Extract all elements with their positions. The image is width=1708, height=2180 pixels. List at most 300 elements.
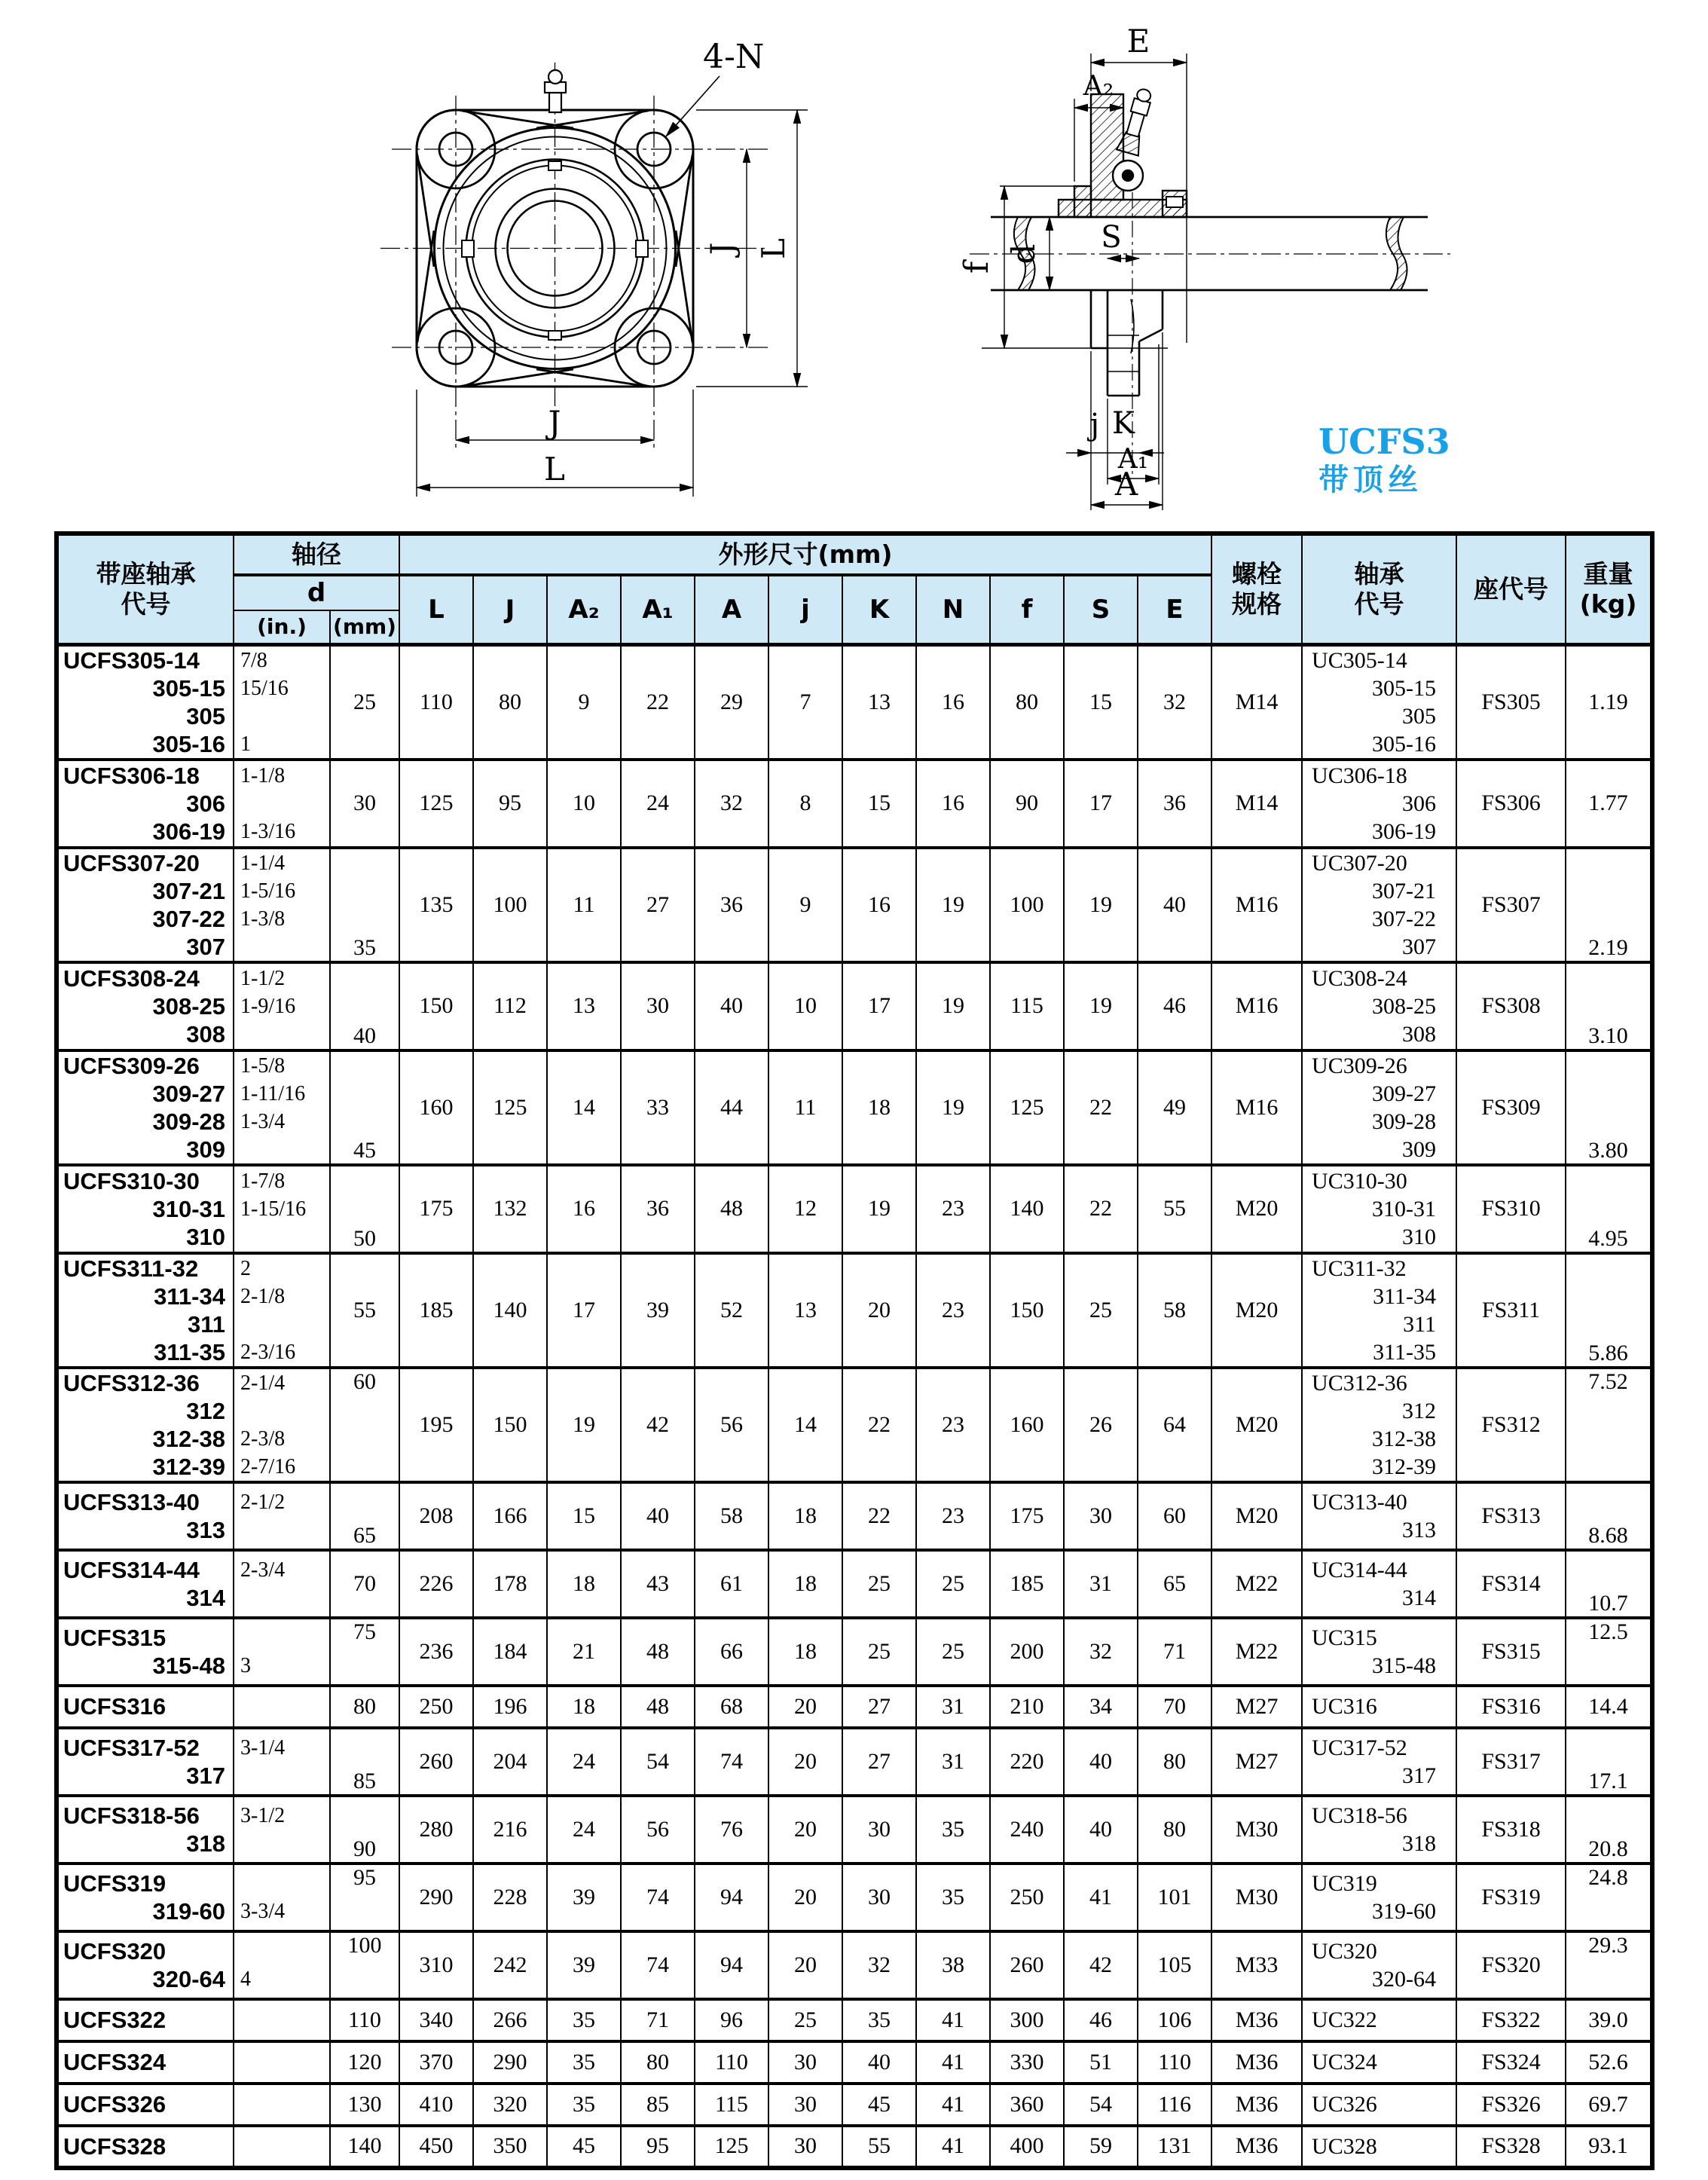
shaft-dia-mm-cell: 95	[330, 1864, 399, 1931]
bearing-unit-code-cell	[57, 1165, 234, 1253]
dim-value-cell-A: 110	[695, 2041, 768, 2084]
weight-cell: 52.6	[1566, 2041, 1652, 2084]
weight-cell: 14.4	[1566, 1686, 1652, 1728]
cell-line: 2-3/16	[240, 1340, 296, 1364]
dim-value-cell-E: 64	[1138, 1368, 1211, 1482]
dim-value-cell-J: 95	[473, 760, 547, 848]
dim-value-cell-f: 360	[990, 2084, 1064, 2126]
dim-label-l-bottom: L	[544, 451, 565, 488]
dim-value-cell-A: 24	[547, 1796, 621, 1864]
dim-value-cell-J: 290	[473, 2041, 547, 2084]
header-unit-code-line2: 代号	[121, 589, 171, 619]
shaft-dia-inch-cell	[234, 1931, 330, 1999]
dim-value-cell-A: 61	[695, 1550, 768, 1618]
dim-value-cell-f: 330	[990, 2041, 1064, 2084]
table-row	[57, 848, 1652, 962]
cell-line	[234, 2048, 329, 2076]
dim-label-e: E	[1126, 23, 1150, 60]
dim-value-cell-J: 132	[473, 1165, 547, 1253]
cell-line: 311-35	[1373, 1339, 1437, 1365]
cell-line: UC306-18	[1312, 763, 1407, 788]
bearing-unit-code-cell	[57, 1050, 234, 1165]
cell-line: 310-31	[152, 1195, 225, 1222]
dim-value-cell-N: 35	[916, 1796, 990, 1864]
dim-value-cell-A: 52	[695, 1253, 768, 1368]
series-feature: 带顶丝	[1318, 463, 1422, 498]
dim-value-cell-f: 185	[990, 1550, 1064, 1618]
weight-cell: 24.8	[1566, 1864, 1652, 1931]
table-row	[57, 2041, 1652, 2084]
cell-line: 312-38	[152, 1425, 225, 1452]
cell-line: UCFS308-24	[63, 965, 200, 992]
cell-line: 308-25	[152, 992, 225, 1020]
cell-line: UCFS310-30	[63, 1167, 200, 1194]
cell-line: UCFS319	[63, 1870, 167, 1897]
bolt-spec-cell: M16	[1211, 962, 1302, 1050]
cell-line	[234, 1762, 329, 1790]
dim-value-cell-A: 24	[547, 1728, 621, 1796]
bearing-unit-code-cell	[57, 1550, 234, 1618]
cell-line: 2-1/4	[240, 1371, 286, 1395]
cell-line: 2-1/8	[240, 1284, 286, 1308]
dim-value-cell-A: 36	[621, 1165, 695, 1253]
dim-value-cell-A: 66	[695, 1618, 768, 1686]
dim-value-cell-j: 7	[768, 644, 842, 760]
shaft-dia-mm-cell: 50	[330, 1165, 399, 1253]
cell-line: 305-15	[152, 674, 225, 702]
dim-value-cell-A: 14	[547, 1050, 621, 1165]
dim-value-cell-S: 59	[1064, 2126, 1138, 2168]
table-row	[57, 1931, 1652, 1999]
cell-line: UC320	[1312, 1938, 1377, 1964]
bearing-unit-code-cell	[57, 1728, 234, 1796]
cell-line: UCFS317-52	[63, 1734, 200, 1761]
dim-value-cell-K: 19	[842, 1165, 916, 1253]
cell-line: 1-3/16	[240, 819, 296, 843]
header-shaft-dia: 轴径	[234, 534, 399, 575]
header-dim-A2: A₂	[547, 575, 621, 644]
dim-value-cell-J: 80	[473, 644, 547, 760]
bearing-code-cell	[1302, 1618, 1456, 1686]
dim-value-cell-A: 125	[695, 2126, 768, 2168]
dim-value-cell-A: 27	[621, 848, 695, 962]
dim-value-cell-K: 16	[842, 848, 916, 962]
cell-line: 1-3/4	[240, 1109, 286, 1133]
dim-value-cell-A: 43	[621, 1550, 695, 1618]
dim-value-cell-A: 24	[621, 760, 695, 848]
dim-value-cell-L: 410	[399, 2084, 473, 2126]
dim-value-cell-J: 204	[473, 1728, 547, 1796]
header-dim-K: K	[842, 575, 916, 644]
dim-value-cell-f: 140	[990, 1165, 1064, 1253]
dim-label-a2: A₂	[1083, 71, 1114, 102]
dim-label-j-right: J	[704, 242, 741, 255]
housing-code-cell: FS319	[1456, 1864, 1566, 1931]
cell-line: 306	[1402, 790, 1437, 816]
dim-value-cell-j: 20	[768, 1728, 842, 1796]
weight-cell: 1.19	[1566, 644, 1652, 760]
cell-line	[234, 2090, 329, 2118]
dim-value-cell-A: 94	[695, 1864, 768, 1931]
cell-line	[234, 2006, 329, 2034]
bearing-code-cell	[1302, 848, 1456, 962]
cell-line: 309-28	[1372, 1108, 1437, 1134]
dim-value-cell-E: 70	[1138, 1686, 1211, 1728]
cell-line: 312	[186, 1397, 225, 1424]
cell-line: 312-39	[152, 1453, 225, 1480]
dim-value-cell-A: 9	[547, 644, 621, 760]
header-dim-j: j	[768, 575, 842, 644]
dim-value-cell-A: 44	[695, 1050, 768, 1165]
bearing-unit-code-cell	[57, 1931, 234, 1999]
cell-line	[234, 1584, 329, 1612]
dim-value-cell-S: 22	[1064, 1165, 1138, 1253]
bolt-spec-cell: M16	[1211, 1050, 1302, 1165]
dim-value-cell-A: 13	[547, 962, 621, 1050]
table-row	[57, 1165, 1652, 1253]
table-row	[57, 1796, 1652, 1864]
table-row	[57, 962, 1652, 1050]
dim-label-a1: A₁	[1117, 444, 1149, 475]
dim-value-cell-f: 100	[990, 848, 1064, 962]
cell-line: 1-5/16	[240, 879, 296, 903]
dim-value-cell-f: 90	[990, 760, 1064, 848]
header-dim-N: N	[916, 575, 990, 644]
cell-line: 307-22	[1372, 906, 1437, 931]
header-housing-code: 座代号	[1456, 534, 1566, 644]
cell-line: UCFS313-40	[63, 1488, 200, 1515]
dim-value-cell-K: 15	[842, 760, 916, 848]
dim-value-cell-K: 27	[842, 1728, 916, 1796]
dim-value-cell-N: 41	[916, 2041, 990, 2084]
cell-line	[234, 1516, 329, 1544]
dim-value-cell-f: 400	[990, 2126, 1064, 2168]
cell-line	[234, 1937, 329, 1965]
housing-code-cell: FS309	[1456, 1050, 1566, 1165]
cell-line: UCFS316	[63, 1693, 167, 1720]
shaft-dia-inch-cell	[234, 1482, 330, 1550]
dim-label-f: f	[958, 261, 996, 274]
shaft-dia-mm-cell: 30	[330, 760, 399, 848]
dim-value-cell-L: 160	[399, 1050, 473, 1165]
dim-value-cell-A: 42	[621, 1368, 695, 1482]
dim-value-cell-J: 166	[473, 1482, 547, 1550]
cell-line: 306-19	[1372, 818, 1437, 844]
shaft-dia-mm-cell: 40	[330, 962, 399, 1050]
dim-value-cell-J: 125	[473, 1050, 547, 1165]
cell-line: UC319	[1312, 1870, 1377, 1896]
cell-line: 1-3/8	[240, 907, 286, 931]
dim-value-cell-f: 250	[990, 1864, 1064, 1931]
dim-value-cell-J: 242	[473, 1931, 547, 1999]
bolt-spec-cell: M33	[1211, 1931, 1302, 1999]
weight-cell: 2.19	[1566, 848, 1652, 962]
dim-value-cell-f: 115	[990, 962, 1064, 1050]
dim-value-cell-L: 310	[399, 1931, 473, 1999]
cell-line: UC322	[1312, 2007, 1377, 2032]
header-dim-E: E	[1138, 575, 1211, 644]
cell-line: 308-25	[1372, 993, 1437, 1019]
bearing-unit-code-cell	[57, 1368, 234, 1482]
cell-line: 307-22	[152, 905, 225, 932]
dim-value-cell-N: 23	[916, 1253, 990, 1368]
dim-value-cell-N: 23	[916, 1482, 990, 1550]
dim-value-cell-A: 35	[547, 2084, 621, 2126]
bolt-spec-cell: M16	[1211, 848, 1302, 962]
dim-value-cell-A: 56	[695, 1368, 768, 1482]
housing-code-cell: FS320	[1456, 1931, 1566, 1999]
cell-line: UCFS314-44	[63, 1556, 200, 1583]
header-dim-f: f	[990, 575, 1064, 644]
dim-value-cell-L: 340	[399, 1999, 473, 2041]
weight-cell: 69.7	[1566, 2084, 1652, 2126]
dim-value-cell-A: 10	[547, 760, 621, 848]
cell-line: 1-1/2	[240, 966, 286, 990]
cell-line: 318	[1402, 1830, 1437, 1856]
cell-line	[234, 1020, 329, 1048]
dim-value-cell-S: 31	[1064, 1550, 1138, 1618]
dim-value-cell-J: 228	[473, 1864, 547, 1931]
dim-value-cell-N: 31	[916, 1686, 990, 1728]
bearing-code-cell	[1302, 962, 1456, 1050]
shaft-dia-mm-cell: 110	[330, 1999, 399, 2041]
dim-value-cell-K: 27	[842, 1686, 916, 1728]
shaft-dia-inch-cell	[234, 2126, 330, 2168]
cell-line: UCFS309-26	[63, 1052, 200, 1079]
dim-value-cell-S: 46	[1064, 1999, 1138, 2041]
cell-line: 3-1/4	[240, 1735, 286, 1760]
dim-value-cell-N: 41	[916, 1999, 990, 2041]
cell-line: 2-3/4	[240, 1558, 286, 1582]
cell-line: 311-34	[1373, 1283, 1437, 1309]
dim-value-cell-f: 220	[990, 1728, 1064, 1796]
dim-label-s: S	[1101, 220, 1122, 255]
dim-value-cell-S: 15	[1064, 644, 1138, 760]
bearing-code-cell	[1302, 1368, 1456, 1482]
dim-label-j-bottom: J	[548, 404, 561, 441]
dim-value-cell-L: 236	[399, 1618, 473, 1686]
bolt-spec-cell: M30	[1211, 1796, 1302, 1864]
bearing-code-cell	[1302, 1999, 1456, 2041]
bearing-unit-code-cell	[57, 1864, 234, 1931]
cell-line: UC309-26	[1312, 1053, 1407, 1078]
dim-value-cell-f: 200	[990, 1618, 1064, 1686]
dim-value-cell-S: 32	[1064, 1618, 1138, 1686]
header-bolt-line2: 规格	[1232, 589, 1282, 619]
cell-line: UCFS312-36	[63, 1369, 200, 1396]
dim-value-cell-A: 21	[547, 1618, 621, 1686]
dim-value-cell-A: 32	[695, 760, 768, 848]
table-row	[57, 760, 1652, 848]
shaft-dia-mm-cell: 75	[330, 1618, 399, 1686]
table-row	[57, 1253, 1652, 1368]
header-dim-A1: A₁	[621, 575, 695, 644]
housing-code-cell: FS324	[1456, 2041, 1566, 2084]
dim-value-cell-A: 74	[621, 1864, 695, 1931]
cell-line: 319-60	[152, 1897, 225, 1925]
housing-code-cell: FS322	[1456, 1999, 1566, 2041]
spec-table	[54, 531, 1655, 2170]
cell-line: UCFS328	[63, 2133, 167, 2160]
cell-line: UC314-44	[1312, 1557, 1407, 1582]
table-row	[57, 2084, 1652, 2126]
cell-line: 3-1/2	[240, 1803, 286, 1827]
cell-line	[234, 1397, 329, 1425]
bearing-code-cell	[1302, 1165, 1456, 1253]
cell-line: 315-48	[152, 1652, 225, 1679]
dim-value-cell-L: 195	[399, 1368, 473, 1482]
table-row	[57, 1864, 1652, 1931]
shaft-dia-inch-cell	[234, 1253, 330, 1368]
dim-value-cell-A: 45	[547, 2126, 621, 2168]
bearing-unit-code-cell	[57, 2041, 234, 2084]
weight-cell: 20.8	[1566, 1796, 1652, 1864]
bearing-code-cell	[1302, 1796, 1456, 1864]
shaft-dia-mm-cell: 90	[330, 1796, 399, 1864]
dim-value-cell-S: 40	[1064, 1728, 1138, 1796]
dim-value-cell-L: 208	[399, 1482, 473, 1550]
cell-line	[234, 790, 329, 818]
table-row	[57, 1482, 1652, 1550]
header-mm: (mm)	[330, 610, 399, 644]
cell-line: 1-9/16	[240, 994, 296, 1018]
dim-value-cell-A: 74	[621, 1931, 695, 1999]
dim-value-cell-K: 30	[842, 1796, 916, 1864]
dim-value-cell-L: 110	[399, 644, 473, 760]
dim-value-cell-A: 115	[695, 2084, 768, 2126]
cell-line: 305	[1402, 703, 1437, 729]
cell-line: UC310-30	[1312, 1168, 1407, 1194]
shaft-dia-mm-cell: 60	[330, 1368, 399, 1482]
dim-value-cell-A: 18	[547, 1686, 621, 1728]
cell-line: 315-48	[1372, 1653, 1437, 1678]
header-bolt-line1: 螺栓	[1232, 558, 1282, 589]
bolt-note-label: 4-N	[703, 38, 765, 76]
dim-value-cell-N: 19	[916, 848, 990, 962]
dim-value-cell-f: 175	[990, 1482, 1064, 1550]
dim-value-cell-E: 106	[1138, 1999, 1211, 2041]
dim-value-cell-N: 25	[916, 1550, 990, 1618]
table-row	[57, 1999, 1652, 2041]
shaft-dia-inch-cell	[234, 2041, 330, 2084]
housing-code-cell: FS307	[1456, 848, 1566, 962]
shaft-dia-mm-cell: 120	[330, 2041, 399, 2084]
cell-line: UC326	[1312, 2092, 1377, 2117]
header-unit-code	[57, 534, 234, 644]
dim-value-cell-j: 30	[768, 2041, 842, 2084]
dim-value-cell-K: 18	[842, 1050, 916, 1165]
dim-value-cell-A: 74	[695, 1728, 768, 1796]
cell-line: 2-1/2	[240, 1490, 286, 1514]
shaft-dia-inch-cell	[234, 1165, 330, 1253]
housing-code-cell: FS312	[1456, 1368, 1566, 1482]
dim-value-cell-A: 35	[547, 1999, 621, 2041]
dim-value-cell-A: 94	[695, 1931, 768, 1999]
cell-line: 15/16	[240, 676, 289, 700]
bearing-unit-code-cell	[57, 644, 234, 760]
dim-value-cell-J: 320	[473, 2084, 547, 2126]
table-row	[57, 1728, 1652, 1796]
bearing-unit-code-cell	[57, 1999, 234, 2041]
bolt-spec-cell: M14	[1211, 644, 1302, 760]
cell-line: UC324	[1312, 2050, 1377, 2075]
shaft-dia-mm-cell: 70	[330, 1550, 399, 1618]
dim-value-cell-E: 71	[1138, 1618, 1211, 1686]
dim-value-cell-S: 41	[1064, 1864, 1138, 1931]
dim-value-cell-A: 39	[547, 1864, 621, 1931]
cell-line: 307-21	[152, 877, 225, 904]
cell-line: 2-3/8	[240, 1426, 286, 1451]
dim-value-cell-A: 48	[695, 1165, 768, 1253]
cell-line: UCFS311-32	[63, 1255, 199, 1282]
dim-value-cell-K: 13	[842, 644, 916, 760]
cell-line	[234, 2133, 329, 2160]
dim-value-cell-L: 260	[399, 1728, 473, 1796]
table-row	[57, 1050, 1652, 1165]
dim-value-cell-K: 45	[842, 2084, 916, 2126]
dim-value-cell-A: 76	[695, 1796, 768, 1864]
bolt-spec-cell: M30	[1211, 1864, 1302, 1931]
shaft-dia-inch-cell	[234, 1618, 330, 1686]
housing-code-cell: FS315	[1456, 1618, 1566, 1686]
dim-value-cell-N: 31	[916, 1728, 990, 1796]
cell-line	[234, 1870, 329, 1897]
bearing-code-cell	[1302, 1482, 1456, 1550]
table-row	[57, 1618, 1652, 1686]
cell-line: 314	[1402, 1585, 1437, 1610]
dim-label-a: A	[1114, 466, 1138, 503]
dim-value-cell-N: 19	[916, 1050, 990, 1165]
housing-section	[1059, 94, 1187, 217]
cell-line: 320-64	[152, 1965, 225, 1992]
cell-line: 310	[186, 1223, 225, 1250]
header-bearing-code	[1302, 534, 1456, 644]
dim-value-cell-L: 135	[399, 848, 473, 962]
dim-value-cell-E: 55	[1138, 1165, 1211, 1253]
cell-line: 305-16	[152, 730, 225, 757]
header-dim-J: J	[473, 575, 547, 644]
dim-value-cell-j: 18	[768, 1550, 842, 1618]
dim-value-cell-L: 250	[399, 1686, 473, 1728]
weight-cell: 3.10	[1566, 962, 1652, 1050]
cell-line: 308	[186, 1020, 225, 1047]
header-dims-title: 外形尺寸(mm)	[399, 534, 1211, 575]
table-header	[57, 534, 1652, 644]
housing-code-cell: FS317	[1456, 1728, 1566, 1796]
dim-value-cell-E: 32	[1138, 644, 1211, 760]
cell-line: 7/8	[240, 648, 267, 672]
dim-value-cell-E: 65	[1138, 1550, 1211, 1618]
bearing-code-cell	[1302, 1550, 1456, 1618]
cell-line	[234, 702, 329, 730]
header-bearing-line2: 代号	[1354, 589, 1404, 619]
bolt-spec-cell: M27	[1211, 1728, 1302, 1796]
cell-line: UCFS324	[63, 2049, 167, 2075]
header-bearing-line1: 轴承	[1354, 558, 1404, 589]
cell-line	[234, 1223, 329, 1251]
cell-line: 310	[1402, 1224, 1437, 1249]
dim-value-cell-J: 140	[473, 1253, 547, 1368]
cell-line	[234, 933, 329, 961]
dim-value-cell-A: 16	[547, 1165, 621, 1253]
weight-cell: 7.52	[1566, 1368, 1652, 1482]
bearing-unit-code-cell	[57, 1618, 234, 1686]
cell-line: 312-39	[1372, 1454, 1437, 1479]
dim-value-cell-J: 150	[473, 1368, 547, 1482]
cell-line: UCFS315	[63, 1624, 167, 1651]
dim-value-cell-A: 68	[695, 1686, 768, 1728]
cell-line: 311	[1403, 1311, 1437, 1337]
